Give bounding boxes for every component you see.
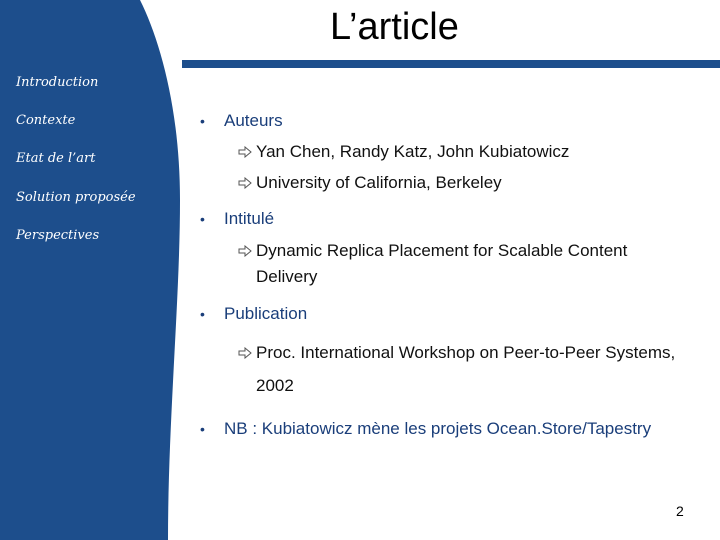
auteurs-names: Yan Chen, Randy Katz, John Kubiatowicz — [256, 142, 570, 161]
title-rule — [182, 60, 720, 68]
arrow-icon — [238, 245, 252, 257]
bullet-icon: • — [200, 306, 205, 322]
nav-item-solution-proposee[interactable]: Solution proposée — [16, 190, 136, 205]
bullet-icon: • — [200, 421, 205, 437]
auteurs-university: University of California, Berkeley — [256, 173, 502, 192]
intitule-label: Intitulé — [224, 209, 275, 228]
publication-label: Publication — [224, 304, 308, 323]
nav-item-contexte[interactable]: Contexte — [16, 113, 76, 128]
nav-item-introduction[interactable]: Introduction — [16, 75, 99, 90]
publication-line-2: 2002 — [256, 376, 294, 395]
auteurs-label: Auteurs — [224, 111, 283, 130]
arrow-icon — [238, 146, 252, 158]
arrow-icon — [238, 347, 252, 359]
intitule-line-2: Delivery — [256, 267, 318, 286]
nav-item-perspectives[interactable]: Perspectives — [16, 228, 100, 243]
bullet-icon: • — [200, 211, 205, 227]
nav-item-etat-de-l-art[interactable]: Etat de l’art — [16, 151, 96, 166]
slide-title: L’article — [330, 6, 459, 48]
nb-note: NB : Kubiatowicz mène les projets Ocean.Store/Tapestry — [224, 419, 652, 438]
page-number: 2 — [676, 503, 684, 519]
bullet-icon: • — [200, 113, 205, 129]
arrow-icon — [238, 177, 252, 189]
publication-line-1: Proc. International Workshop on Peer-to-Peer Systems, — [256, 343, 676, 362]
intitule-line-1: Dynamic Replica Placement for Scalable Content — [256, 241, 628, 260]
